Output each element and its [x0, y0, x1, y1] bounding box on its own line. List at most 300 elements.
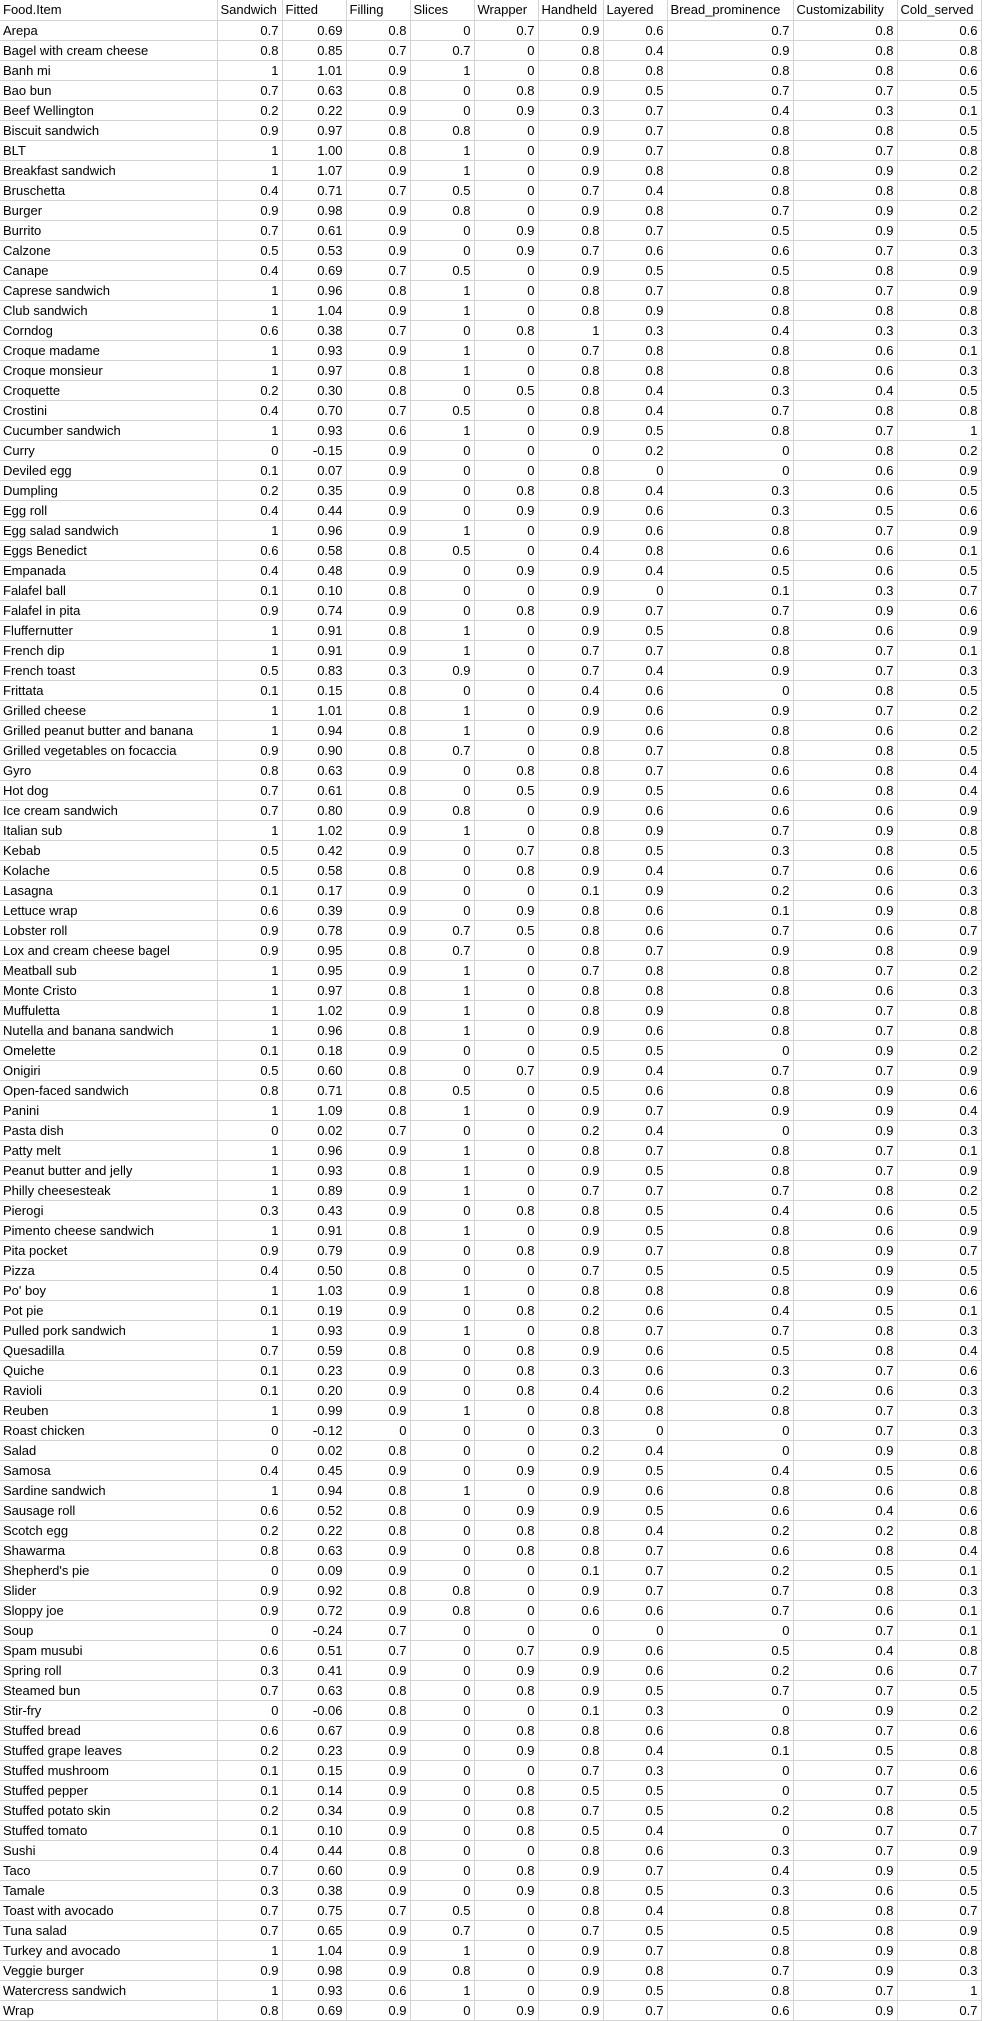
value-cell[interactable]: 0.95 — [282, 960, 346, 980]
value-cell[interactable]: 0.6 — [793, 1880, 897, 1900]
value-cell[interactable]: 1 — [217, 1400, 282, 1420]
value-cell[interactable]: 0.8 — [538, 740, 603, 760]
value-cell[interactable]: 0.3 — [897, 1400, 981, 1420]
value-cell[interactable]: 1 — [410, 1320, 474, 1340]
value-cell[interactable]: 0.5 — [603, 80, 667, 100]
value-cell[interactable]: 0.8 — [667, 1400, 793, 1420]
value-cell[interactable]: 1.04 — [282, 1940, 346, 1960]
value-cell[interactable]: 0.7 — [667, 1320, 793, 1340]
value-cell[interactable]: 0.9 — [793, 220, 897, 240]
value-cell[interactable]: 0.2 — [667, 1520, 793, 1540]
value-cell[interactable]: 0.94 — [282, 1480, 346, 1500]
value-cell[interactable]: 0.8 — [603, 1400, 667, 1420]
value-cell[interactable]: 0 — [474, 1700, 538, 1720]
value-cell[interactable]: 0.4 — [217, 1460, 282, 1480]
food-item-cell[interactable]: Panini — [0, 1100, 217, 1120]
value-cell[interactable]: 0.9 — [346, 1960, 410, 1980]
food-item-cell[interactable]: Falafel ball — [0, 580, 217, 600]
value-cell[interactable]: 0.71 — [282, 180, 346, 200]
value-cell[interactable]: 0.9 — [346, 240, 410, 260]
value-cell[interactable]: 0.9 — [538, 1680, 603, 1700]
value-cell[interactable]: 0.9 — [346, 1460, 410, 1480]
value-cell[interactable]: 1 — [410, 1100, 474, 1120]
value-cell[interactable]: 0.8 — [793, 1920, 897, 1940]
value-cell[interactable]: 0.7 — [217, 780, 282, 800]
value-cell[interactable]: 0 — [410, 1240, 474, 1260]
value-cell[interactable]: 0 — [410, 100, 474, 120]
value-cell[interactable]: 0.63 — [282, 80, 346, 100]
value-cell[interactable]: 0.8 — [603, 960, 667, 980]
value-cell[interactable]: 0.1 — [217, 880, 282, 900]
value-cell[interactable]: 0.8 — [538, 1000, 603, 1020]
value-cell[interactable]: 0.8 — [667, 1160, 793, 1180]
value-cell[interactable]: -0.15 — [282, 440, 346, 460]
food-item-cell[interactable]: Crostini — [0, 400, 217, 420]
value-cell[interactable]: 1 — [410, 1940, 474, 1960]
value-cell[interactable]: 0.8 — [793, 120, 897, 140]
value-cell[interactable]: 0.8 — [793, 840, 897, 860]
value-cell[interactable]: 1 — [217, 340, 282, 360]
value-cell[interactable]: 0.2 — [897, 1700, 981, 1720]
value-cell[interactable]: 0.5 — [474, 920, 538, 940]
value-cell[interactable]: 0.15 — [282, 1760, 346, 1780]
value-cell[interactable]: 1 — [410, 300, 474, 320]
value-cell[interactable]: 0.8 — [346, 1700, 410, 1720]
value-cell[interactable]: 0.1 — [217, 460, 282, 480]
value-cell[interactable]: 0.9 — [346, 1040, 410, 1060]
value-cell[interactable]: 0.5 — [667, 560, 793, 580]
value-cell[interactable]: 0.5 — [217, 240, 282, 260]
value-cell[interactable]: 0 — [667, 1620, 793, 1640]
value-cell[interactable]: 0.8 — [538, 1840, 603, 1860]
value-cell[interactable]: 0.8 — [603, 60, 667, 80]
value-cell[interactable]: 0.9 — [346, 500, 410, 520]
value-cell[interactable]: 0.7 — [667, 20, 793, 40]
value-cell[interactable]: 0.3 — [897, 240, 981, 260]
value-cell[interactable]: 0.7 — [603, 120, 667, 140]
value-cell[interactable]: 0.34 — [282, 1800, 346, 1820]
value-cell[interactable]: 0.8 — [667, 1220, 793, 1240]
value-cell[interactable]: 0.35 — [282, 480, 346, 500]
value-cell[interactable]: 0.1 — [897, 1560, 981, 1580]
value-cell[interactable]: 0.8 — [603, 160, 667, 180]
value-cell[interactable]: 1 — [217, 60, 282, 80]
value-cell[interactable]: 0.8 — [793, 680, 897, 700]
value-cell[interactable]: 0.8 — [346, 1440, 410, 1460]
value-cell[interactable]: 0.5 — [897, 480, 981, 500]
value-cell[interactable]: 0.9 — [538, 1500, 603, 1520]
value-cell[interactable]: 0.7 — [603, 740, 667, 760]
value-cell[interactable]: 0.2 — [897, 440, 981, 460]
value-cell[interactable]: 0.9 — [538, 1160, 603, 1180]
value-cell[interactable]: 1 — [217, 1000, 282, 1020]
value-cell[interactable]: 0.7 — [793, 1160, 897, 1180]
value-cell[interactable]: 0.3 — [217, 1880, 282, 1900]
value-cell[interactable]: 0.7 — [410, 920, 474, 940]
value-cell[interactable]: 0.9 — [603, 880, 667, 900]
value-cell[interactable]: 0.1 — [897, 1620, 981, 1640]
value-cell[interactable]: 0.7 — [793, 1620, 897, 1640]
value-cell[interactable]: 0.7 — [217, 20, 282, 40]
value-cell[interactable]: 0.9 — [538, 1100, 603, 1120]
value-cell[interactable]: 0.3 — [538, 1360, 603, 1380]
value-cell[interactable]: 0.9 — [346, 1360, 410, 1380]
food-item-cell[interactable]: Pot pie — [0, 1300, 217, 1320]
value-cell[interactable]: 1 — [410, 1980, 474, 2000]
value-cell[interactable]: 0.8 — [667, 340, 793, 360]
value-cell[interactable]: 0 — [474, 1020, 538, 1040]
value-cell[interactable]: 1 — [410, 1280, 474, 1300]
value-cell[interactable]: 0.6 — [603, 1660, 667, 1680]
food-item-cell[interactable]: Salad — [0, 1440, 217, 1460]
value-cell[interactable]: 1 — [217, 1320, 282, 1340]
value-cell[interactable]: 0.7 — [474, 1640, 538, 1660]
value-cell[interactable]: 0.7 — [793, 660, 897, 680]
value-cell[interactable]: 0 — [217, 1620, 282, 1640]
value-cell[interactable]: 0.8 — [667, 1480, 793, 1500]
food-item-cell[interactable]: Tamale — [0, 1880, 217, 1900]
value-cell[interactable]: 0.9 — [538, 1580, 603, 1600]
value-cell[interactable]: 0.8 — [346, 580, 410, 600]
value-cell[interactable]: 0.8 — [346, 1340, 410, 1360]
value-cell[interactable]: 0.93 — [282, 1980, 346, 2000]
value-cell[interactable]: 0.9 — [217, 940, 282, 960]
value-cell[interactable]: 0.7 — [474, 1060, 538, 1080]
value-cell[interactable]: 0.9 — [793, 2000, 897, 2020]
value-cell[interactable]: 0 — [410, 1300, 474, 1320]
value-cell[interactable]: 0.9 — [538, 1640, 603, 1660]
value-cell[interactable]: 0.3 — [897, 1120, 981, 1140]
value-cell[interactable]: 0 — [474, 700, 538, 720]
value-cell[interactable]: 0.9 — [538, 2000, 603, 2020]
value-cell[interactable]: 0.9 — [538, 560, 603, 580]
value-cell[interactable]: 0 — [217, 1700, 282, 1720]
value-cell[interactable]: 0 — [667, 1820, 793, 1840]
value-cell[interactable]: 0.8 — [897, 820, 981, 840]
value-cell[interactable]: 0.9 — [346, 1800, 410, 1820]
value-cell[interactable]: 0.9 — [474, 500, 538, 520]
value-cell[interactable]: 0 — [667, 1040, 793, 1060]
value-cell[interactable]: 0.60 — [282, 1860, 346, 1880]
value-cell[interactable]: 0.7 — [603, 1180, 667, 1200]
food-item-cell[interactable]: Canape — [0, 260, 217, 280]
value-cell[interactable]: 0.8 — [474, 1780, 538, 1800]
value-cell[interactable]: 0.4 — [897, 780, 981, 800]
value-cell[interactable]: 0.4 — [603, 480, 667, 500]
value-cell[interactable]: 0.7 — [793, 1020, 897, 1040]
value-cell[interactable]: 0 — [217, 1560, 282, 1580]
value-cell[interactable]: 0 — [474, 1160, 538, 1180]
value-cell[interactable]: 0.9 — [538, 600, 603, 620]
value-cell[interactable]: 0.7 — [346, 40, 410, 60]
value-cell[interactable]: 0 — [474, 1560, 538, 1580]
value-cell[interactable]: 0.9 — [346, 1600, 410, 1620]
food-item-cell[interactable]: Sloppy joe — [0, 1600, 217, 1620]
value-cell[interactable]: 0.8 — [346, 140, 410, 160]
value-cell[interactable]: 0.3 — [897, 880, 981, 900]
value-cell[interactable]: 0.8 — [897, 1940, 981, 1960]
food-item-cell[interactable]: Nutella and banana sandwich — [0, 1020, 217, 1040]
value-cell[interactable]: 0.6 — [603, 1080, 667, 1100]
food-item-cell[interactable]: Italian sub — [0, 820, 217, 840]
value-cell[interactable]: 0 — [603, 1420, 667, 1440]
value-cell[interactable]: 0.9 — [346, 1780, 410, 1800]
value-cell[interactable]: 0.9 — [410, 660, 474, 680]
food-item-cell[interactable]: Shawarma — [0, 1540, 217, 1560]
value-cell[interactable]: 0.8 — [667, 1000, 793, 1020]
value-cell[interactable]: 1 — [410, 1020, 474, 1040]
value-cell[interactable]: 0.7 — [346, 1900, 410, 1920]
value-cell[interactable]: 0.9 — [538, 720, 603, 740]
value-cell[interactable]: 0.1 — [897, 340, 981, 360]
value-cell[interactable]: 0.4 — [897, 1540, 981, 1560]
food-item-cell[interactable]: Dumpling — [0, 480, 217, 500]
value-cell[interactable]: 0.8 — [474, 1200, 538, 1220]
value-cell[interactable]: -0.06 — [282, 1700, 346, 1720]
value-cell[interactable]: 0.15 — [282, 680, 346, 700]
value-cell[interactable]: 0 — [410, 1540, 474, 1560]
value-cell[interactable]: 0.2 — [793, 1520, 897, 1540]
value-cell[interactable]: 0.8 — [793, 180, 897, 200]
value-cell[interactable]: 0.2 — [667, 1560, 793, 1580]
value-cell[interactable]: 0.8 — [603, 340, 667, 360]
value-cell[interactable]: 0.8 — [346, 280, 410, 300]
value-cell[interactable]: 0.96 — [282, 1140, 346, 1160]
value-cell[interactable]: 0.7 — [793, 280, 897, 300]
value-cell[interactable]: 0 — [474, 1320, 538, 1340]
value-cell[interactable]: 0.8 — [538, 1520, 603, 1540]
value-cell[interactable]: 0.5 — [897, 1260, 981, 1280]
food-item-cell[interactable]: Spam musubi — [0, 1640, 217, 1660]
value-cell[interactable]: 0.7 — [217, 1920, 282, 1940]
value-cell[interactable]: 0.9 — [474, 1880, 538, 1900]
value-cell[interactable]: 0.6 — [217, 900, 282, 920]
value-cell[interactable]: 0.58 — [282, 540, 346, 560]
value-cell[interactable]: 0.6 — [793, 860, 897, 880]
value-cell[interactable]: 0 — [474, 200, 538, 220]
food-item-cell[interactable]: Tuna salad — [0, 1920, 217, 1940]
value-cell[interactable]: 0 — [410, 240, 474, 260]
value-cell[interactable]: 0.5 — [897, 1780, 981, 1800]
value-cell[interactable]: 0.7 — [410, 1920, 474, 1940]
value-cell[interactable]: 0.9 — [346, 60, 410, 80]
value-cell[interactable]: 0.5 — [538, 1080, 603, 1100]
food-item-cell[interactable]: Pulled pork sandwich — [0, 1320, 217, 1340]
value-cell[interactable]: 0.8 — [346, 1020, 410, 1040]
value-cell[interactable]: 0.1 — [217, 1760, 282, 1780]
food-item-cell[interactable]: Eggs Benedict — [0, 540, 217, 560]
value-cell[interactable]: 0.4 — [217, 500, 282, 520]
value-cell[interactable]: 0.8 — [474, 1300, 538, 1320]
value-cell[interactable]: 0.4 — [603, 1740, 667, 1760]
value-cell[interactable]: 0.9 — [474, 560, 538, 580]
value-cell[interactable]: 0.5 — [897, 1200, 981, 1220]
value-cell[interactable]: 0.9 — [346, 460, 410, 480]
value-cell[interactable]: 0.6 — [667, 240, 793, 260]
value-cell[interactable]: 0 — [538, 440, 603, 460]
value-cell[interactable]: 0 — [474, 1600, 538, 1620]
value-cell[interactable]: 0.09 — [282, 1560, 346, 1580]
value-cell[interactable]: 0.8 — [538, 400, 603, 420]
value-cell[interactable]: 0 — [410, 1840, 474, 1860]
value-cell[interactable]: 0.7 — [667, 400, 793, 420]
value-cell[interactable]: 0.8 — [538, 220, 603, 240]
value-cell[interactable]: 0.94 — [282, 720, 346, 740]
value-cell[interactable]: 1 — [410, 1220, 474, 1240]
value-cell[interactable]: 0.6 — [793, 980, 897, 1000]
value-cell[interactable]: 0.6 — [897, 1280, 981, 1300]
value-cell[interactable]: 0.6 — [897, 1360, 981, 1380]
value-cell[interactable]: 0.6 — [667, 2000, 793, 2020]
value-cell[interactable]: 0.9 — [346, 960, 410, 980]
value-cell[interactable]: 0.8 — [474, 1240, 538, 1260]
value-cell[interactable]: 0.8 — [667, 180, 793, 200]
value-cell[interactable]: 0 — [474, 1000, 538, 1020]
value-cell[interactable]: 0 — [410, 20, 474, 40]
value-cell[interactable]: 1 — [217, 1160, 282, 1180]
value-cell[interactable]: 0.95 — [282, 940, 346, 960]
value-cell[interactable]: 0.4 — [603, 40, 667, 60]
value-cell[interactable]: 0.2 — [603, 440, 667, 460]
value-cell[interactable]: 0 — [217, 440, 282, 460]
value-cell[interactable]: 0.7 — [667, 820, 793, 840]
value-cell[interactable]: 0.3 — [897, 1320, 981, 1340]
value-cell[interactable]: 0.4 — [217, 180, 282, 200]
value-cell[interactable]: 0.4 — [603, 380, 667, 400]
value-cell[interactable]: 0.6 — [793, 920, 897, 940]
value-cell[interactable]: 0.7 — [538, 1760, 603, 1780]
food-item-cell[interactable]: Roast chicken — [0, 1420, 217, 1440]
value-cell[interactable]: 0.7 — [667, 1180, 793, 1200]
value-cell[interactable]: 0 — [410, 880, 474, 900]
value-cell[interactable]: 0.8 — [793, 740, 897, 760]
value-cell[interactable]: 0.7 — [793, 1420, 897, 1440]
value-cell[interactable]: 0.9 — [538, 140, 603, 160]
value-cell[interactable]: 0.5 — [603, 420, 667, 440]
value-cell[interactable]: 0.7 — [793, 1400, 897, 1420]
food-item-cell[interactable]: Onigiri — [0, 1060, 217, 1080]
value-cell[interactable]: 0.9 — [793, 160, 897, 180]
value-cell[interactable]: 0.5 — [603, 1460, 667, 1480]
value-cell[interactable]: 0.67 — [282, 1720, 346, 1740]
food-item-cell[interactable]: Peanut butter and jelly — [0, 1160, 217, 1180]
value-cell[interactable]: 0.7 — [603, 1100, 667, 1120]
value-cell[interactable]: 0 — [474, 1840, 538, 1860]
value-cell[interactable]: 0.7 — [217, 1860, 282, 1880]
value-cell[interactable]: 0 — [410, 840, 474, 860]
value-cell[interactable]: 0.9 — [538, 520, 603, 540]
value-cell[interactable]: 0 — [410, 1720, 474, 1740]
value-cell[interactable]: 1 — [410, 1180, 474, 1200]
value-cell[interactable]: 1 — [217, 620, 282, 640]
food-item-cell[interactable]: Samosa — [0, 1460, 217, 1480]
value-cell[interactable]: 0.9 — [538, 80, 603, 100]
value-cell[interactable]: 0.9 — [793, 900, 897, 920]
value-cell[interactable]: 0 — [410, 1800, 474, 1820]
value-cell[interactable]: 0 — [474, 640, 538, 660]
food-item-cell[interactable]: Breakfast sandwich — [0, 160, 217, 180]
value-cell[interactable]: 0.6 — [603, 1340, 667, 1360]
value-cell[interactable]: 0.9 — [897, 280, 981, 300]
value-cell[interactable]: 0.9 — [474, 100, 538, 120]
food-item-cell[interactable]: Philly cheesesteak — [0, 1180, 217, 1200]
food-item-cell[interactable]: Meatball sub — [0, 960, 217, 980]
value-cell[interactable]: 0.4 — [667, 1300, 793, 1320]
value-cell[interactable]: 1 — [410, 700, 474, 720]
value-cell[interactable]: 0.39 — [282, 900, 346, 920]
food-item-cell[interactable]: French toast — [0, 660, 217, 680]
value-cell[interactable]: 0.7 — [603, 760, 667, 780]
value-cell[interactable]: 0.8 — [538, 1540, 603, 1560]
value-cell[interactable]: 0.9 — [217, 1240, 282, 1260]
value-cell[interactable]: 0.7 — [793, 1680, 897, 1700]
value-cell[interactable]: 0.50 — [282, 1260, 346, 1280]
value-cell[interactable]: 0.80 — [282, 800, 346, 820]
column-header[interactable]: Wrapper — [474, 0, 538, 20]
value-cell[interactable]: 0 — [474, 1980, 538, 2000]
value-cell[interactable]: 0.85 — [282, 40, 346, 60]
value-cell[interactable]: 1 — [217, 960, 282, 980]
food-item-cell[interactable]: Watercress sandwich — [0, 1980, 217, 2000]
value-cell[interactable]: 0.6 — [897, 60, 981, 80]
value-cell[interactable]: 0 — [474, 60, 538, 80]
value-cell[interactable]: 0.9 — [538, 780, 603, 800]
value-cell[interactable]: 0.2 — [538, 1440, 603, 1460]
value-cell[interactable]: 0.5 — [603, 840, 667, 860]
value-cell[interactable]: 0.8 — [217, 1080, 282, 1100]
value-cell[interactable]: 0 — [474, 300, 538, 320]
value-cell[interactable]: -0.12 — [282, 1420, 346, 1440]
value-cell[interactable]: 0.6 — [603, 1840, 667, 1860]
value-cell[interactable]: 0.8 — [410, 120, 474, 140]
food-item-cell[interactable]: Club sandwich — [0, 300, 217, 320]
value-cell[interactable]: 0.7 — [538, 1180, 603, 1200]
food-item-cell[interactable]: Ravioli — [0, 1380, 217, 1400]
value-cell[interactable]: 0.1 — [897, 100, 981, 120]
value-cell[interactable]: 1 — [410, 620, 474, 640]
value-cell[interactable]: 0.5 — [793, 1460, 897, 1480]
food-item-cell[interactable]: Egg roll — [0, 500, 217, 520]
value-cell[interactable]: 0.7 — [346, 1120, 410, 1140]
food-item-cell[interactable]: Grilled vegetables on focaccia — [0, 740, 217, 760]
value-cell[interactable]: 0.9 — [538, 1060, 603, 1080]
value-cell[interactable]: 0.8 — [793, 1800, 897, 1820]
value-cell[interactable]: 0.92 — [282, 1580, 346, 1600]
value-cell[interactable]: 0.9 — [217, 1600, 282, 1620]
value-cell[interactable]: 0 — [410, 1680, 474, 1700]
value-cell[interactable]: 0.9 — [538, 700, 603, 720]
value-cell[interactable]: 0.3 — [897, 320, 981, 340]
value-cell[interactable]: 0.9 — [667, 700, 793, 720]
value-cell[interactable]: 0.9 — [793, 1860, 897, 1880]
value-cell[interactable]: 0.9 — [346, 920, 410, 940]
value-cell[interactable]: 0.9 — [793, 1700, 897, 1720]
value-cell[interactable]: 0 — [474, 1400, 538, 1420]
value-cell[interactable]: 1 — [217, 360, 282, 380]
value-cell[interactable]: 0 — [474, 540, 538, 560]
value-cell[interactable]: 0.43 — [282, 1200, 346, 1220]
value-cell[interactable]: 0.9 — [346, 1140, 410, 1160]
value-cell[interactable]: 0.5 — [538, 1820, 603, 1840]
value-cell[interactable]: 0.7 — [538, 240, 603, 260]
value-cell[interactable]: 1 — [410, 160, 474, 180]
value-cell[interactable]: 0.8 — [793, 300, 897, 320]
value-cell[interactable]: 1 — [410, 360, 474, 380]
value-cell[interactable]: 0.91 — [282, 1220, 346, 1240]
value-cell[interactable]: 0.8 — [346, 1520, 410, 1540]
value-cell[interactable]: 0.8 — [667, 120, 793, 140]
value-cell[interactable]: 0.9 — [217, 920, 282, 940]
